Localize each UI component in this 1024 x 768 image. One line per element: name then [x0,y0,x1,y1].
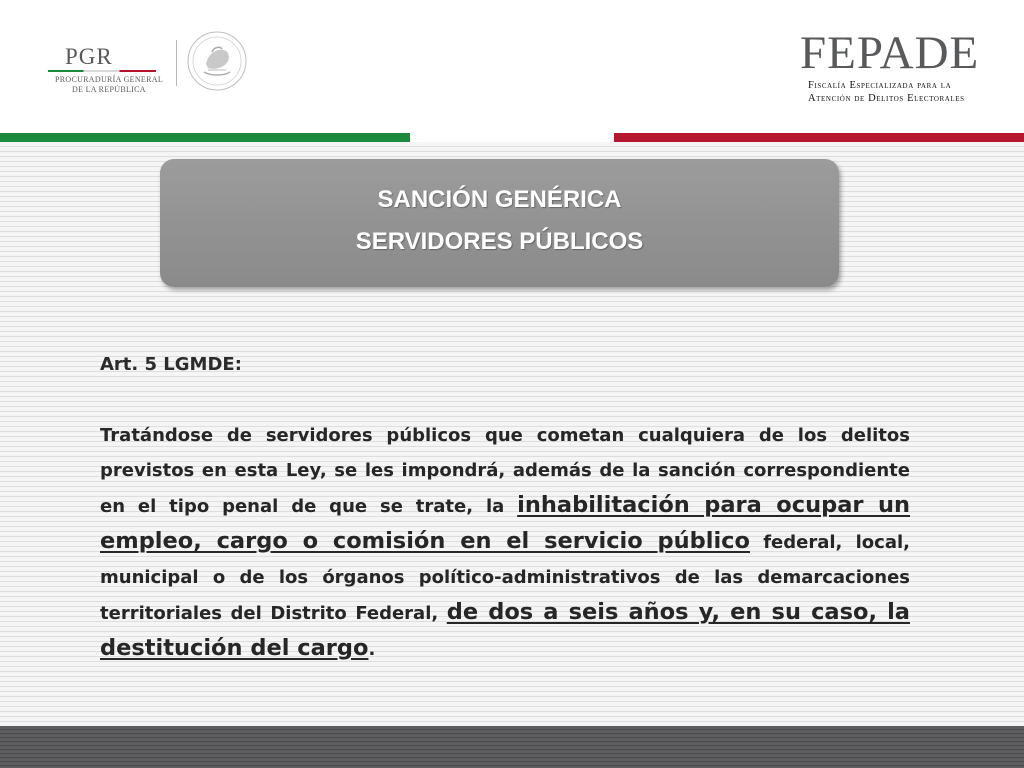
slide-title-box [160,159,839,287]
red-accent-bar [614,133,1024,142]
logo-divider [176,40,177,86]
mexican-coat-of-arms-icon [186,30,248,92]
pgr-logo-title: PGR [65,44,113,69]
article-body-text-part2: federal, local, municipal o de los órganos político-administrativos de las demarcaciones territoriales del Distrito Federal, [100,532,910,624]
fepade-logo-subtitle-line1: Fiscalía Especializada para la [808,80,952,91]
green-accent-bar [0,133,410,142]
article-body [100,418,910,667]
fepade-logo-subtitle-line2: Atención de Delitos Electorales [808,93,965,104]
slide-title-line2: SERVIDORES PÚBLICOS [355,228,644,255]
pgr-logo-subtitle-line1: PROCURADURÍA GENERAL [55,75,164,84]
fepade-logo-title: FEPADE [800,27,980,79]
article-heading: Art. 5 LGMDE: [100,354,242,375]
pgr-tricolor-rule [48,70,156,72]
article-body-text-part1: Tratándose de servidores públicos que cometan cualquiera de los delitos previstos en esta Ley, se les impondrá, además de la sanción correspondiente en el tipo penal de que se trate, la [100,425,910,517]
article-body-emphasis1: inhabilitación para ocupar un empleo, cargo o comisión en el servicio público [100,492,910,554]
pgr-logo-subtitle-line2: DE LA REPÚBLICA [72,85,146,94]
slide-footer-bar [0,726,1024,768]
slide-header [0,0,1024,132]
article-body-end: . [368,639,376,660]
article-body-emphasis2: de dos a seis años y, en su caso, la destitución del cargo [100,599,910,661]
slide-title-line1: SANCIÓN GENÉRICA [377,186,622,213]
